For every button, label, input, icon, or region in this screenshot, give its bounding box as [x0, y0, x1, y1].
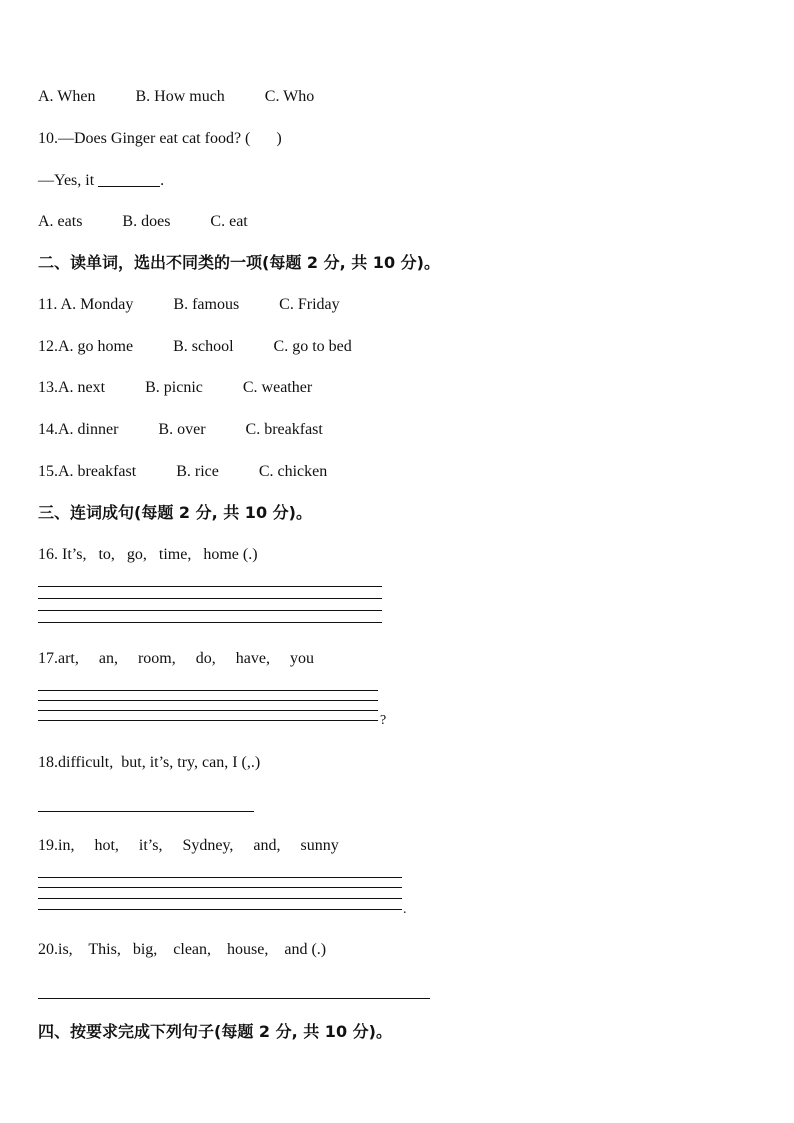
q10-question [38, 129, 282, 149]
answer-line[interactable] [38, 998, 430, 999]
answer-line[interactable] [38, 720, 378, 721]
answer-line[interactable] [38, 598, 382, 599]
answer-line[interactable] [38, 898, 402, 899]
answer-line[interactable] [38, 622, 382, 623]
section-3-heading: 三、连词成句(每题 2 分, 共 10 分)。 [38, 503, 312, 522]
q10-question-text: 10.—Does Ginger eat cat food? ( [38, 130, 251, 147]
answer-line[interactable] [38, 690, 378, 691]
q10-close-paren: ) [276, 130, 282, 147]
answer-line[interactable] [38, 586, 382, 587]
q18-words: 18.difficult, but, it’s, try, can, I (,.) [38, 754, 261, 771]
answer-line[interactable] [38, 710, 378, 711]
q11-item: 11. A. Monday B. famous C. Friday [38, 296, 340, 313]
answer-line[interactable] [38, 887, 402, 888]
q17-end-mark: ? [380, 713, 387, 728]
answer-line[interactable] [38, 610, 382, 611]
section-2-heading: 二、读单词，选出不同类的一项(每题 2 分, 共 10 分)。 [38, 253, 440, 272]
answer-line[interactable] [38, 877, 402, 878]
answer-line[interactable] [38, 700, 378, 701]
q16-words: 16. It’s, to, go, time, home (.) [38, 546, 258, 563]
q10-answer-prefix: —Yes, it [38, 172, 99, 189]
q17-words: 17.art, an, room, do, have, you [38, 650, 314, 667]
q20-words: 20.is, This, big, clean, house, and (.) [38, 941, 327, 958]
q9-options: A. When B. How much C. Who [38, 88, 315, 105]
q10-answer [38, 171, 164, 191]
q15-item: 15.A. breakfast B. rice C. chicken [38, 463, 328, 480]
q19-words: 19.in, hot, it’s, Sydney, and, sunny [38, 837, 339, 854]
answer-line[interactable] [38, 811, 254, 812]
section-4-heading: 四、按要求完成下列句子(每题 2 分, 共 10 分)。 [38, 1022, 392, 1041]
q12-item: 12.A. go home B. school C. go to bed [38, 338, 352, 355]
q10-answer-suffix: . [160, 172, 165, 189]
q13-item: 13.A. next B. picnic C. weather [38, 379, 313, 396]
answer-line[interactable] [38, 909, 402, 910]
q19-end-mark: . [403, 902, 407, 917]
fill-in-blank[interactable] [98, 172, 160, 187]
q10-options: A. eats B. does C. eat [38, 213, 248, 230]
q14-item: 14.A. dinner B. over C. breakfast [38, 421, 323, 438]
